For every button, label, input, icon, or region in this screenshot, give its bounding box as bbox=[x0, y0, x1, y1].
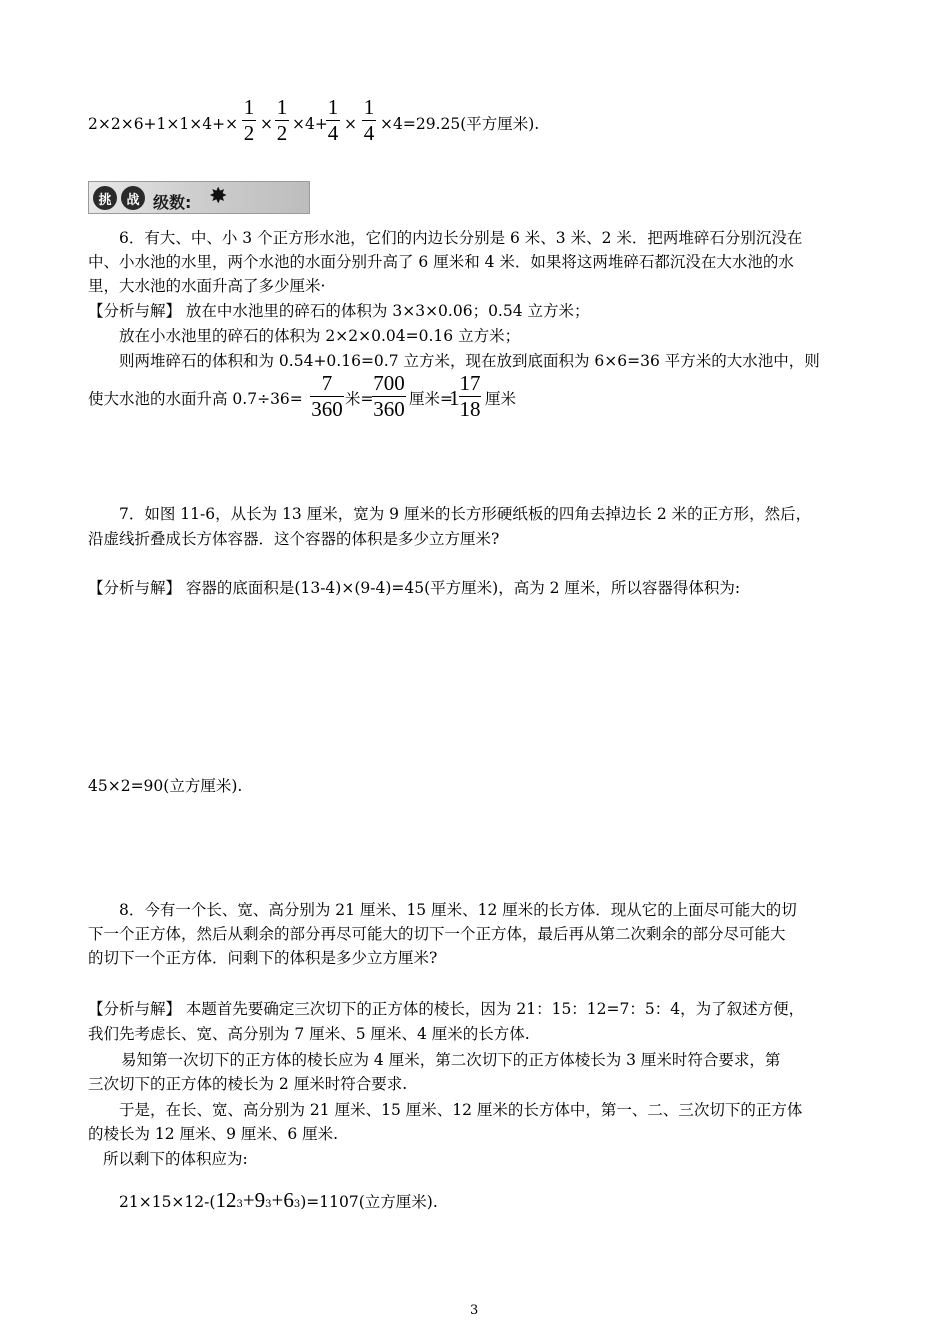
question-text: 下一个正方体，然后从剩余的部分再尽可能大的切下一个正方体，最后再从第二次剩余的部分尽可能大 bbox=[88, 925, 786, 943]
answer-text: 三次切下的正方体的棱长为 2 厘米时符合要求. bbox=[88, 1075, 408, 1093]
formula-text: ×4=29.25(平方厘米). bbox=[380, 115, 540, 133]
answer-text: 【分析与解】 放在中水池里的碎石的体积为 3×3×0.06；0.54 立方米； bbox=[88, 302, 590, 320]
exponent: 3 bbox=[236, 1199, 243, 1210]
final-formula bbox=[119, 1190, 438, 1211]
answer-text: 放在小水池里的碎石的体积为 2×2×0.04=0.16 立方米； bbox=[119, 327, 521, 345]
formula-term: 12 bbox=[215, 1188, 237, 1212]
formula-text: × bbox=[260, 115, 273, 133]
challenge-level-banner bbox=[88, 181, 310, 214]
answer-text: 米= bbox=[345, 390, 374, 408]
question-text: 6．有大、中、小 3 个正方形水池，它们的内边长分别是 6 米、3 米、2 米．把两堆碎石分别沉没在 bbox=[119, 229, 803, 247]
formula-text: 2×2×6+1×1×4+× bbox=[88, 115, 239, 133]
question-text: 8．今有一个长、宽、高分别为 21 厘米、15 厘米、12 厘米的长方体．现从它的上面尽可能大的切 bbox=[119, 901, 797, 919]
formula-text: ×4+ bbox=[292, 115, 328, 133]
fraction: 1 2 bbox=[276, 95, 288, 145]
exponent: 3 bbox=[265, 1199, 272, 1210]
answer-text: 【分析与解】 本题首先要确定三次切下的正方体的棱长，因为 21：15：12=7：5：4，为了叙述方便， bbox=[88, 1000, 805, 1018]
page-number: 3 bbox=[470, 1303, 479, 1318]
mixed-number-whole: 1 bbox=[449, 386, 460, 410]
fraction: 1 2 bbox=[243, 95, 255, 145]
formula-term: 6 bbox=[283, 1188, 294, 1212]
formula-text: × bbox=[344, 115, 357, 133]
fraction: 1 4 bbox=[363, 95, 375, 145]
formula-text: 21×15×12-( bbox=[119, 1193, 216, 1211]
answer-text: 于是，在长、宽、高分别为 21 厘米、15 厘米、12 厘米的长方体中，第一、二、三次切下的正方体 bbox=[119, 1101, 803, 1119]
formula-operator: + bbox=[242, 1188, 255, 1212]
answer-text: 使大水池的水面升高 0.7÷36= bbox=[88, 390, 303, 408]
answer-text: 的棱长为 12 厘米、9 厘米、6 厘米. bbox=[88, 1125, 339, 1143]
formula-text: )=1107(立方厘米). bbox=[300, 1193, 438, 1211]
answer-text: 厘米= bbox=[409, 390, 453, 408]
question-text: 的切下一个正方体．问剩下的体积是多少立方厘米? bbox=[88, 949, 438, 967]
fraction: 1 4 bbox=[327, 95, 339, 145]
answer-result: 45×2=90(立方厘米). bbox=[88, 777, 243, 795]
fraction: 700 360 bbox=[373, 371, 405, 421]
formula-term: 9 bbox=[254, 1188, 266, 1212]
answer-text: 则两堆碎石的体积和为 0.54+0.16=0.7 立方米，现在放到底面积为 6×6=36 平方米的大水池中，则 bbox=[119, 352, 820, 370]
question-text: 中、小水池的水里，两个水池的水面分别升高了 6 厘米和 4 米．如果将这两堆碎石都沉没在大水池的水 bbox=[88, 253, 794, 271]
formula-operator: + bbox=[271, 1188, 284, 1212]
answer-text: 我们先考虑长、宽、高分别为 7 厘米、5 厘米、4 厘米的长方体. bbox=[88, 1025, 530, 1043]
challenge-badge-char: 战 bbox=[121, 186, 145, 210]
level-label: 级数: bbox=[153, 193, 192, 212]
challenge-badge-char: 挑 bbox=[93, 186, 117, 210]
answer-text: 【分析与解】 容器的底面积是(13-4)×(9-4)=45(平方厘米)，高为 2 厘米，所以容器得体积为: bbox=[88, 579, 741, 597]
question-text: 沿虚线折叠成长方体容器．这个容器的体积是多少立方厘米? bbox=[88, 530, 500, 548]
question-text: 里，大水池的水面升高了多少厘米· bbox=[88, 277, 326, 295]
fraction: 17 18 bbox=[459, 371, 481, 421]
star-icon: ✸ bbox=[209, 184, 228, 209]
answer-text: 厘米 bbox=[485, 390, 517, 408]
question-text: 7．如图 11-6，从长为 13 厘米，宽为 9 厘米的长方形硬纸板的四角去掉边长 2 米的正方形，然后， bbox=[119, 505, 812, 523]
fraction: 7 360 bbox=[311, 371, 343, 421]
exponent: 3 bbox=[293, 1199, 301, 1210]
answer-text: 所以剩下的体积应为: bbox=[103, 1150, 248, 1168]
answer-text: 易知第一次切下的正方体的棱长应为 4 厘米，第二次切下的正方体棱长为 3 厘米时符合要求，第 bbox=[121, 1051, 781, 1069]
